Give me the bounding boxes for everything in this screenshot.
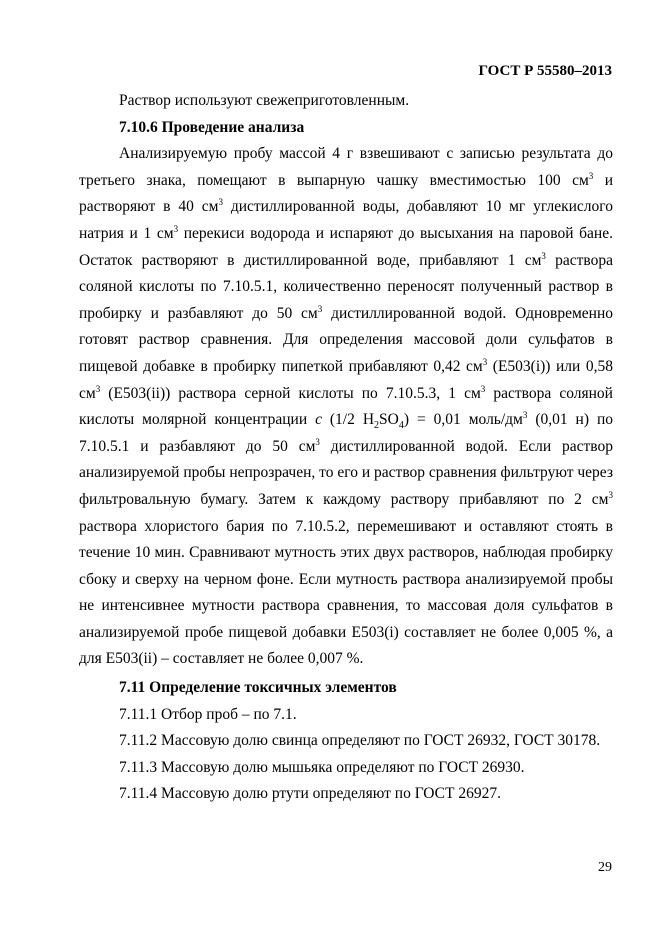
superscript: 3	[95, 383, 101, 394]
document-header: ГОСТ Р 55580–2013	[478, 63, 612, 79]
text-run: (0,01 н) по 7.10.5.1 и разбавляют до 50 см	[79, 411, 614, 455]
list-item: 7.11.4 Массовую долю ртути определяют по ГОСТ 26927.	[119, 785, 501, 803]
list-item: 7.11.1 Отбор проб – по 7.1.	[119, 705, 297, 723]
subscript: 2	[374, 420, 380, 432]
text-run: раствора хлористого бария по 7.10.5.2, перемешивают и оставляют стоять в течение 10 мин. Сравнивают мутность этих двух растворов, наблюдая пробирку сбоку и сверху на черном фоне. Если мутность раствора анализируемой пробы не интенсивнее мутности раствора сравнения, то массовая доля сульфатов в анализируемой пробе пищевой добавки E503(i) составляет не более 0,005 %, а для E503(ii) – составляет не более 0,007 %.	[79, 517, 613, 668]
text-run: раствора соляной кислоты молярной концентрации	[79, 384, 613, 429]
subscript: 4	[398, 420, 404, 432]
list-item: 7.11.2 Массовую долю свинца определяют по ГОСТ 26932, ГОСТ 30178.	[119, 732, 601, 750]
text-run: Анализируемую пробу массой 4 г взвешивают с записью результата до третьего знака, помещают в выпарную чашку вместимостью 100 см	[79, 145, 613, 189]
text-run: (1/2 H	[321, 411, 375, 429]
text-run: перекиси водорода и испаряют до высыхания на паровой бане. Остаток растворяют в дистиллированной воде, прибавляют 1 см	[79, 224, 613, 269]
superscript: 3	[317, 303, 323, 314]
superscript: 3	[588, 170, 594, 181]
superscript: 3	[608, 489, 613, 500]
text-run: (E503(ii)) раствора серной кислоты по 7.10.5.3, 1 см	[100, 384, 481, 402]
text-run: дистиллированной водой. Одновременно готовят раствор сравнения. Для определения массовой доли сульфатов в пищевой добавке в пробирку пипеткой прибавляют 0,42 см	[79, 304, 613, 375]
superscript: 3	[173, 223, 179, 234]
page-number: 29	[598, 860, 612, 875]
document-body	[79, 88, 613, 808]
text-run: и растворяют в 40 см	[79, 171, 613, 216]
superscript: 3	[218, 197, 223, 208]
section-heading-7-11: 7.11 Определение токсичных элементов	[119, 679, 397, 697]
superscript: 3	[480, 383, 486, 394]
text-run: ) = 0,01 моль/дм	[403, 411, 523, 429]
paragraph-intro: Раствор используют свежеприготовленным.	[119, 92, 410, 109]
text-run: раствора соляной кислоты по 7.10.5.1, количественно переносят полученный раствор в пробирку и разбавляют до 50 см	[79, 251, 613, 322]
paragraph-analysis	[79, 141, 613, 673]
italic-symbol: c	[315, 411, 322, 429]
text-run: дистиллированной водой. Если раствор анализируемой пробы непрозрачен, то его и раствор сравнения фильтруют через фильтровальную бумагу. Затем к каждому раствору прибавляют по 2 см	[79, 437, 614, 508]
section-heading-7-10-6: 7.10.6 Проведение анализа	[119, 118, 305, 136]
superscript: 3	[315, 436, 320, 447]
superscript: 3	[482, 356, 488, 367]
text-run: SO	[379, 411, 399, 429]
text-run: (E503(i)) или 0,58 см	[79, 357, 614, 402]
text-run: дистиллированной воды, добавляют 10 мг углекислого натрия и 1 см	[79, 198, 613, 242]
superscript: 3	[541, 250, 546, 261]
superscript: 3	[522, 409, 528, 420]
list-item: 7.11.3 Массовую долю мышьяка определяют по ГОСТ 26930.	[119, 758, 525, 776]
